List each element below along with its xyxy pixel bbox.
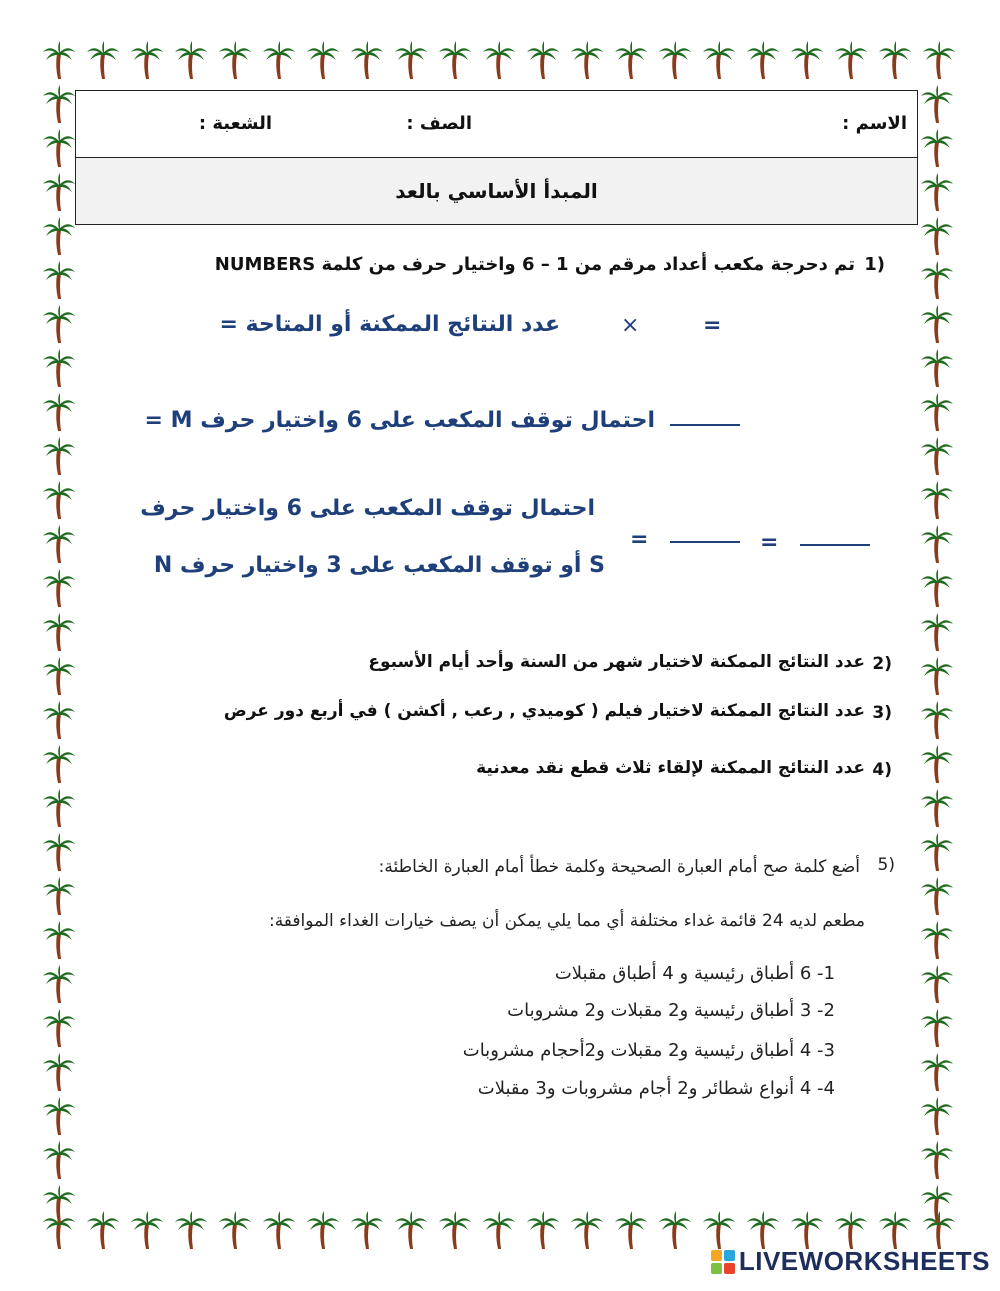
palm-tree-icon bbox=[920, 436, 954, 476]
palm-tree-icon bbox=[920, 568, 954, 608]
palm-tree-icon bbox=[920, 700, 954, 740]
palm-tree-icon bbox=[174, 40, 208, 80]
equals-sign-2: = bbox=[630, 527, 649, 552]
palm-tree-icon bbox=[42, 612, 76, 652]
palm-tree-icon bbox=[42, 700, 76, 740]
palm-tree-icon bbox=[42, 876, 76, 916]
palm-tree-icon bbox=[42, 40, 76, 80]
palm-tree-icon bbox=[920, 304, 954, 344]
times-sign: × bbox=[621, 313, 640, 338]
palm-tree-icon bbox=[86, 1210, 120, 1250]
q5-number: 5) bbox=[877, 855, 895, 875]
palm-tree-icon bbox=[658, 1210, 692, 1250]
palm-tree-icon bbox=[920, 876, 954, 916]
prob-or-line2: N أو توقف المكعب على 3 واختيار حرف S bbox=[153, 553, 605, 578]
palm-tree-icon bbox=[42, 172, 76, 212]
palm-tree-icon bbox=[702, 40, 736, 80]
answer-line-2 bbox=[670, 541, 740, 543]
palm-tree-icon bbox=[218, 1210, 252, 1250]
palm-tree-icon bbox=[262, 1210, 296, 1250]
palm-tree-icon bbox=[570, 1210, 604, 1250]
answer-line-3 bbox=[800, 544, 870, 546]
palm-tree-icon bbox=[42, 524, 76, 564]
q2-text: عدد النتائج الممكنة لاختيار شهر من السنة وأحد أيام الأسبوع bbox=[368, 652, 865, 672]
palm-tree-icon bbox=[42, 392, 76, 432]
palm-tree-icon bbox=[920, 1096, 954, 1136]
logo-text: LIVEWORKSHEETS bbox=[738, 1246, 990, 1276]
q4-number: 4) bbox=[872, 760, 892, 780]
palm-tree-icon bbox=[920, 744, 954, 784]
palm-tree-icon bbox=[42, 832, 76, 872]
q5-option: 3- 4 أطباق رئيسية و2 مقبلات و2أحجام مشروبات bbox=[462, 1040, 835, 1061]
palm-tree-icon bbox=[42, 216, 76, 256]
palm-tree-icon bbox=[920, 216, 954, 256]
palm-tree-icon bbox=[920, 172, 954, 212]
liveworksheets-logo[interactable] bbox=[711, 1246, 990, 1277]
palm-tree-icon bbox=[526, 1210, 560, 1250]
palm-tree-icon bbox=[920, 480, 954, 520]
palm-tree-icon bbox=[42, 920, 76, 960]
palm-tree-icon bbox=[526, 40, 560, 80]
palm-tree-icon bbox=[920, 348, 954, 388]
palm-tree-icon bbox=[42, 436, 76, 476]
palm-tree-icon bbox=[42, 568, 76, 608]
palm-tree-icon bbox=[920, 1184, 954, 1224]
palm-tree-icon bbox=[922, 40, 956, 80]
palm-tree-icon bbox=[920, 260, 954, 300]
palm-tree-icon bbox=[746, 1210, 780, 1250]
palm-tree-icon bbox=[920, 84, 954, 124]
palm-tree-icon bbox=[306, 1210, 340, 1250]
prob-m-label: احتمال توقف المكعب على 6 واختيار حرف M = bbox=[144, 408, 655, 433]
palm-tree-icon bbox=[438, 1210, 472, 1250]
palm-tree-icon bbox=[350, 40, 384, 80]
palm-tree-icon bbox=[920, 832, 954, 872]
palm-tree-icon bbox=[878, 40, 912, 80]
palm-tree-icon bbox=[42, 1052, 76, 1092]
palm-tree-icon bbox=[42, 260, 76, 300]
q3-text: عدد النتائج الممكنة لاختيار فيلم ( كوميدي , رعب , أكشن ) في أربع دور عرض bbox=[223, 701, 865, 721]
q2-number: 2) bbox=[872, 654, 892, 674]
palm-tree-icon bbox=[920, 392, 954, 432]
palm-tree-icon bbox=[702, 1210, 736, 1250]
logo-mark-icon bbox=[711, 1250, 735, 1274]
prob-or-line1: احتمال توقف المكعب على 6 واختيار حرف bbox=[140, 496, 595, 521]
q4-text: عدد النتائج الممكنة لإلقاء ثلاث قطع نقد معدنية bbox=[476, 758, 865, 778]
palm-tree-icon bbox=[394, 1210, 428, 1250]
q3-number: 3) bbox=[872, 703, 892, 723]
palm-tree-icon bbox=[130, 1210, 164, 1250]
palm-tree-icon bbox=[658, 40, 692, 80]
q5-prompt: مطعم لديه 24 قائمة غداء مختلفة أي مما يلي يمكن أن يصف خيارات الغداء الموافقة: bbox=[268, 911, 865, 931]
palm-tree-icon bbox=[746, 40, 780, 80]
palm-tree-icon bbox=[920, 1052, 954, 1092]
q5-option: 4- 4 أنواع شطائر و2 أجام مشروبات و3 مقبلات bbox=[477, 1078, 835, 1099]
q5-option: 1- 6 أطباق رئيسية و 4 أطباق مقبلات bbox=[554, 963, 835, 984]
name-label: الاسم : bbox=[842, 113, 907, 134]
palm-tree-icon bbox=[920, 612, 954, 652]
palm-tree-icon bbox=[790, 40, 824, 80]
palm-tree-icon bbox=[42, 656, 76, 696]
palm-tree-icon bbox=[920, 788, 954, 828]
palm-tree-icon bbox=[834, 40, 868, 80]
palm-tree-icon bbox=[878, 1210, 912, 1250]
palm-tree-icon bbox=[920, 656, 954, 696]
palm-tree-icon bbox=[42, 788, 76, 828]
palm-tree-icon bbox=[42, 84, 76, 124]
palm-tree-icon bbox=[790, 1210, 824, 1250]
lesson-title: المبدأ الأساسي بالعد bbox=[395, 179, 598, 203]
palm-tree-icon bbox=[482, 40, 516, 80]
palm-tree-icon bbox=[86, 40, 120, 80]
palm-tree-icon bbox=[130, 40, 164, 80]
palm-tree-icon bbox=[174, 1210, 208, 1250]
palm-tree-icon bbox=[920, 128, 954, 168]
palm-tree-icon bbox=[42, 964, 76, 1004]
palm-tree-icon bbox=[920, 964, 954, 1004]
palm-tree-icon bbox=[438, 40, 472, 80]
palm-tree-icon bbox=[614, 40, 648, 80]
palm-tree-icon bbox=[350, 1210, 384, 1250]
palm-tree-icon bbox=[920, 1008, 954, 1048]
palm-tree-icon bbox=[42, 128, 76, 168]
palm-tree-icon bbox=[306, 40, 340, 80]
palm-tree-icon bbox=[42, 1140, 76, 1180]
palm-tree-icon bbox=[42, 1096, 76, 1136]
student-info-box bbox=[75, 90, 918, 158]
q5-instruction: أضع كلمة صح أمام العبارة الصحيحة وكلمة خطأ أمام العبارة الخاطئة: bbox=[378, 857, 860, 877]
palm-tree-icon bbox=[42, 1008, 76, 1048]
section-label: الشعبة : bbox=[198, 113, 272, 134]
palm-tree-icon bbox=[920, 524, 954, 564]
palm-tree-icon bbox=[482, 1210, 516, 1250]
palm-tree-icon bbox=[920, 920, 954, 960]
lesson-title-box bbox=[75, 157, 918, 225]
palm-tree-icon bbox=[394, 40, 428, 80]
palm-tree-icon bbox=[42, 348, 76, 388]
class-label: الصف : bbox=[406, 113, 472, 134]
palm-tree-icon bbox=[42, 480, 76, 520]
palm-tree-icon bbox=[42, 1184, 76, 1224]
equals-sign-3: = bbox=[760, 530, 779, 555]
equals-sign-1: = bbox=[703, 313, 722, 338]
outcomes-label: عدد النتائج الممكنة أو المتاحة = bbox=[219, 312, 560, 337]
palm-tree-icon bbox=[920, 1140, 954, 1180]
palm-tree-icon bbox=[262, 40, 296, 80]
palm-tree-icon bbox=[42, 744, 76, 784]
palm-tree-icon bbox=[42, 304, 76, 344]
q5-option: 2- 3 أطباق رئيسية و2 مقبلات و2 مشروبات bbox=[507, 1000, 835, 1021]
palm-tree-icon bbox=[570, 40, 604, 80]
q1-number: 1) bbox=[864, 254, 885, 275]
answer-line-1 bbox=[670, 424, 740, 426]
palm-tree-icon bbox=[218, 40, 252, 80]
palm-tree-icon bbox=[614, 1210, 648, 1250]
q1-text: تم دحرجة مكعب أعداد مرقم من 1 – 6 واختيار حرف من كلمة NUMBERS bbox=[214, 254, 855, 275]
palm-tree-icon bbox=[834, 1210, 868, 1250]
